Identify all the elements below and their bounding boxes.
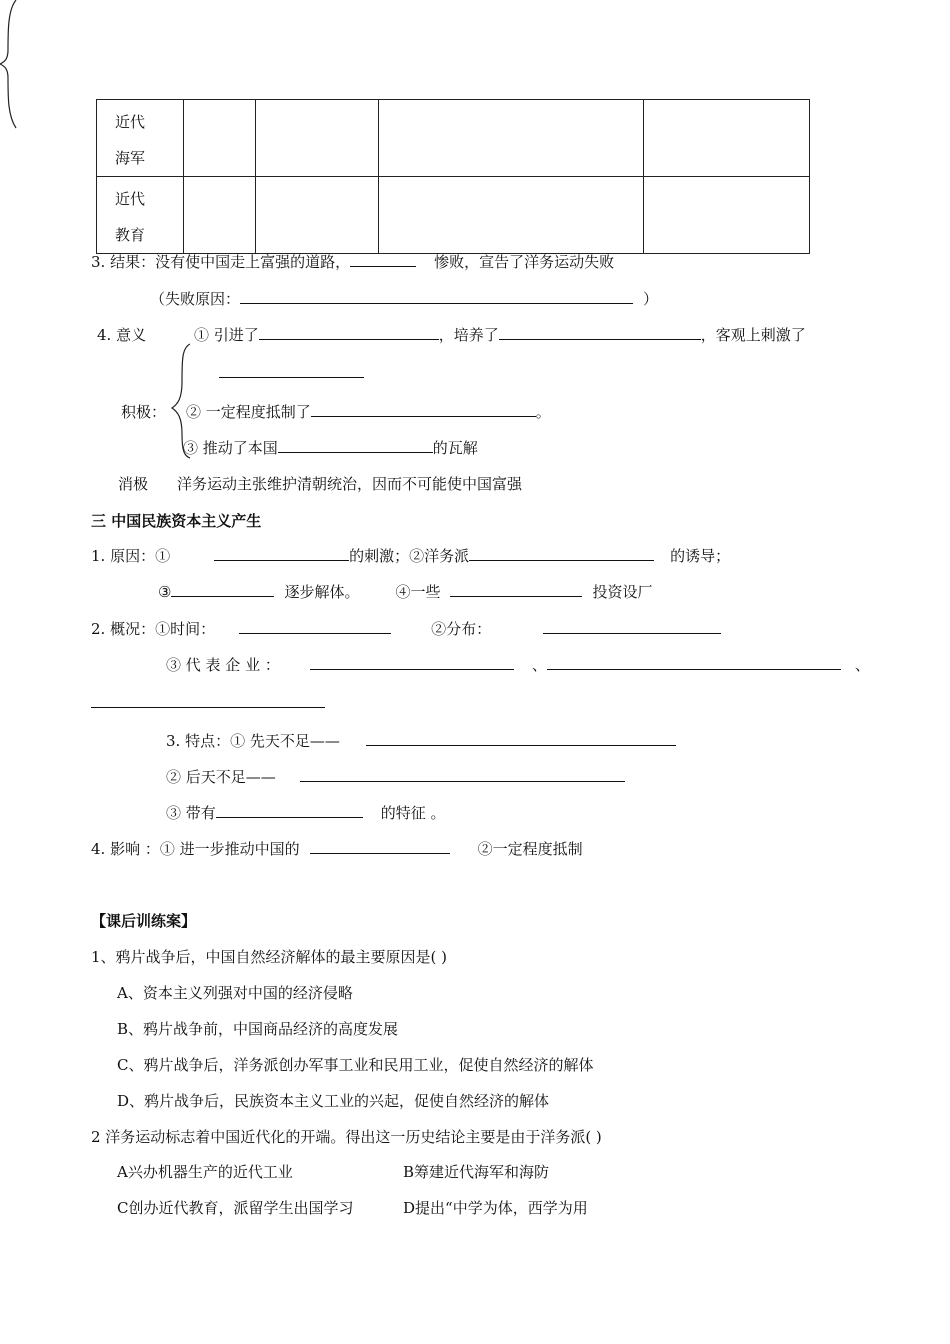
feature-3: ③ 带有 的特征 。 xyxy=(166,804,446,822)
question-2-option-d[interactable]: D提出“中学为体，西学为用 xyxy=(403,1199,588,1217)
fail-reason-line: （失败原因： ） xyxy=(150,290,659,308)
question-1-option-b[interactable]: B、鸦片战争前，中国商品经济的高度发展 xyxy=(117,1020,399,1038)
question-2-stem: 2 洋务运动标志着中国近代化的开端。得出这一历史结论主要是由于洋务派( ) xyxy=(91,1128,602,1146)
blank[interactable] xyxy=(259,324,439,340)
blank[interactable] xyxy=(239,618,391,634)
section-heading: 三 中国民族资本主义产生 xyxy=(91,512,262,530)
table-cell[interactable] xyxy=(256,177,379,254)
question-1-stem: 1、鸦片战争后，中国自然经济解体的最主要原因是( ) xyxy=(91,948,448,966)
row-label-line2: 教育 xyxy=(115,226,146,244)
question-1-option-d[interactable]: D、鸦片战争后，民族资本主义工业的兴起，促使自然经济的解体 xyxy=(117,1092,550,1110)
result-line: 3. 结果：没有使中国走上富强的道路， 惨败，宣告了洋务运动失败 xyxy=(91,253,615,271)
blank[interactable] xyxy=(547,654,841,670)
blank[interactable] xyxy=(219,362,364,378)
blank[interactable] xyxy=(91,692,325,708)
question-2-option-b[interactable]: B筹建近代海军和海防 xyxy=(403,1163,550,1181)
row-label-line1: 近代 xyxy=(115,113,146,131)
question-2-option-a[interactable]: A兴办机器生产的近代工业 xyxy=(117,1163,293,1181)
impact-line: 4. 影响 ：① 进一步推动中国的 ②一定程度抵制 xyxy=(91,840,583,858)
meaning-point-3: ③ 推动了本国 的瓦解 xyxy=(183,439,478,457)
enterprises-line-cont xyxy=(91,692,325,712)
blank[interactable] xyxy=(240,288,633,304)
positive-label: 积极： xyxy=(121,403,167,421)
negative-text: 洋务运动主张维护清朝统治，因而不可能使中国富强 xyxy=(177,475,523,493)
blank[interactable] xyxy=(310,654,514,670)
question-1-option-a[interactable]: A、资本主义列强对中国的经济侵略 xyxy=(117,984,353,1002)
blank[interactable] xyxy=(450,581,582,597)
question-1-option-c[interactable]: C、鸦片战争后，洋务派创办军事工业和民用工业，促使自然经济的解体 xyxy=(117,1056,594,1074)
blank[interactable] xyxy=(171,581,274,597)
negative-label: 消极 xyxy=(118,475,149,493)
summary-table xyxy=(96,99,810,254)
table-cell[interactable] xyxy=(256,100,379,177)
table-cell[interactable] xyxy=(644,100,810,177)
cause-line-1: 1. 原因：① 的刺激；②洋务派 的诱导； xyxy=(91,547,731,565)
blank[interactable] xyxy=(310,838,450,854)
table-cell[interactable] xyxy=(379,177,644,254)
cause-line-2: ③ 逐步解体。 ④一些 投资设厂 xyxy=(158,583,653,601)
table-cell[interactable] xyxy=(184,100,256,177)
table-cell[interactable] xyxy=(184,177,256,254)
blank[interactable] xyxy=(350,251,416,267)
overview-line: 2. 概况：①时间： ②分布： xyxy=(91,618,721,639)
blank[interactable] xyxy=(311,401,536,417)
brace-top-left xyxy=(0,0,20,130)
question-2-option-c[interactable]: C创办近代教育，派留学生出国学习 xyxy=(117,1199,354,1217)
table-cell[interactable] xyxy=(379,100,644,177)
blank[interactable] xyxy=(499,324,701,340)
table-row-header xyxy=(97,177,184,254)
meaning-point-2: ② 一定程度抵制了 。 xyxy=(186,403,551,421)
blank[interactable] xyxy=(543,618,721,634)
row-label-line1: 近代 xyxy=(115,190,146,208)
table-cell[interactable] xyxy=(644,177,810,254)
blank[interactable] xyxy=(278,437,433,453)
enterprises-line: ③ 代 表 企 业 ： 、 、 xyxy=(166,656,870,674)
meaning-point-1-cont xyxy=(219,362,364,382)
table-row-header xyxy=(97,100,184,177)
feature-1: 3. 特点：① 先天不足—— xyxy=(166,730,676,751)
feature-2: ② 后天不足—— xyxy=(166,766,625,787)
blank[interactable] xyxy=(469,545,654,561)
blank[interactable] xyxy=(366,730,676,746)
meaning-label: 4. 意义 xyxy=(97,326,147,344)
blank[interactable] xyxy=(300,766,625,782)
blank[interactable] xyxy=(214,545,349,561)
blank[interactable] xyxy=(216,802,363,818)
meaning-point-1: ① 引进了 ，培养了 ，客观上刺激了 xyxy=(194,326,806,344)
row-label-line2: 海军 xyxy=(115,149,146,167)
practice-heading: 【课后训练案】 xyxy=(91,912,197,930)
